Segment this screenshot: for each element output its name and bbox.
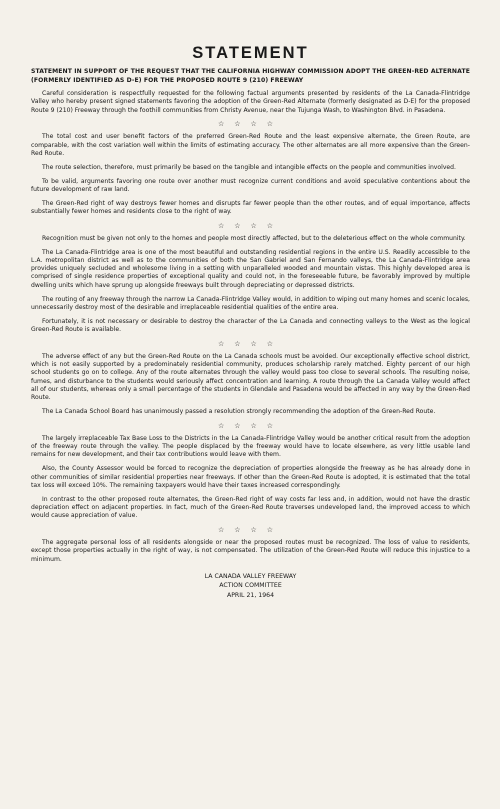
paragraph-tax-base: The largely irreplaceable Tax Base Loss to the Districts in the La Canada-Flintridge Valley would be another critical result from the adoption of the freeway route through the valley. The people displaced by the freeway would have to locate elsewhere, as very little usable land remains for new development, and their tax contributions would leave with them. — [31, 434, 470, 459]
star-icon: ☆ — [250, 221, 267, 230]
star-icon: ☆ — [266, 525, 284, 534]
paragraph-school-board: The La Canada School Board has unanimously passed a resolution strongly recommending the adoption of the Green-Red Route. — [42, 408, 436, 416]
star-icon: ☆ — [266, 339, 284, 348]
paragraph-route-selection: The route selection, therefore, must primarily be based on the tangible and intangible effects on the people and communities involved. — [42, 163, 456, 171]
paragraph-assessor: Also, the County Assessor would be forced to recognize the depreciation of properties alongside the freeway as he has already done in other communities of similar residential properties near freeways. If other than the Green-Red Route is adopted, it is estimated that the total tax loss will exceed 10%. The remaining taxpayers would have their taxes increased correspondingly. — [31, 465, 470, 489]
paragraph-validity: To be valid, arguments favoring one route over another must recognize current conditions and avoid speculative contentions about the future development of raw land. — [31, 177, 470, 193]
star-icon: ☆ — [266, 421, 284, 430]
paragraph-aggregate: The aggregate personal loss of all residents alongside or near the proposed routes must be recognized. The loss of value to residents, except those properties actually in the right of way, is not compensated. The utilization of the Green-Red Route will reduce this injustice to a minimum. — [31, 538, 470, 563]
star-icon: ☆ — [234, 339, 251, 348]
star-icon: ☆ — [217, 339, 235, 348]
star-icon: ☆ — [250, 421, 267, 430]
paragraph-fortunately: Fortunately, it is not necessary or desirable to destroy the character of the La Canada and connecting valleys to the West as the logical Green-Red Route is available. — [31, 317, 470, 333]
star-icon: ☆ — [217, 120, 235, 129]
signature-committee: ACTION COMMITTEE — [219, 582, 282, 590]
document-subtitle: STATEMENT IN SUPPORT OF THE REQUEST THAT THE CALIFORNIA HIGHWAY COMMISSION ADOPT THE GREEN-RED ALTERNATE (FORMERLY IDENTIFIED AS D-E) FOR THE PROPOSED ROUTE 9 (210) FREEWAY — [31, 68, 470, 84]
star-icon: ☆ — [250, 339, 267, 348]
star-icon: ☆ — [234, 120, 251, 129]
signature-block — [31, 572, 470, 601]
paragraph-routing: The routing of any freeway through the narrow La Canada-Flintridge Valley would, in addition to wiping out many homes and scenic locales, unnecessarily destroy most of the desirable and irreplaceable residential qualities of the entire area. — [31, 295, 470, 311]
star-divider-2 — [31, 222, 470, 230]
paragraph-schools: The adverse effect of any but the Green-Red Route on the La Canada schools must be avoided. Our exceptionally effective school district, which is not easily supported by a predominately residential community, produces scholarship rarely matched. Eighty percent of our high school students go on to college. Any of the route alternates through the valley would pass too close to several schools. The resulting noise, fumes, and disturbance to the students would seriously affect concentration and learning. A route through the La Canada Valley would affect all of our students, whereas only a small percentage of the students in Glendale and Pasadena would be affected in any way by the Green-Red Route. — [31, 352, 470, 402]
star-icon: ☆ — [266, 221, 284, 230]
paragraph-right-of-way: The Green-Red right of way destroys fewer homes and disrupts far fewer people than the other routes, and of equal importance, affects substantially fewer homes and residents close to the right of way. — [31, 199, 470, 215]
star-icon: ☆ — [266, 120, 284, 129]
star-icon: ☆ — [217, 421, 235, 430]
star-icon: ☆ — [234, 525, 251, 534]
star-divider-3 — [31, 340, 470, 348]
star-icon: ☆ — [217, 221, 235, 230]
star-divider-1 — [31, 120, 470, 128]
signature-organization: LA CANADA VALLEY FREEWAY — [204, 572, 297, 580]
star-icon: ☆ — [217, 525, 235, 534]
star-icon: ☆ — [250, 120, 267, 129]
paragraph-area: The La Canada-Flintridge area is one of the most beautiful and outstanding residential regions in the entire U.S. Readily accessible to the L.A. metropolitan district as well as to the communities of both the San Gabriel and San Fernando valleys, the La Canada-Flintridge area provides uniquely secluded and wholesome living in a setting with unparalleled wooded and mountain vistas. This highly developed area is comprised of single residence properties of exceptional quality and could not, in the foreseeable future, be favorably improved by multiple dwelling units which have sprung up alongside freeways built through depreciating or depressed districts. — [31, 248, 470, 289]
star-icon: ☆ — [234, 221, 251, 230]
paragraph-intro: Careful consideration is respectfully requested for the following factual arguments presented by residents of the La Canada-Flintridge Valley who hereby present signed statements favoring the adoption of the Green-Red Alternate (formerly designated as D-E) for the proposed Route 9 (210) Freeway through the foothill communities from Christy Avenue, near the Tujunga Wash, to Washington Blvd. in Pasadena. — [31, 90, 470, 114]
paragraph-contrast: In contrast to the other proposed route alternates, the Green-Red right of way costs far less and, in addition, would not have the drastic depreciation effect on adjacent properties. In fact, much of the Green-Red Route traverses undeveloped land, the improved access to which would cause appreciation of value. — [31, 495, 470, 520]
star-divider-5 — [31, 526, 470, 534]
star-divider-4 — [31, 422, 470, 430]
paragraph-recognition: Recognition must be given not only to the homes and people most directly affected, but to the deleterious effect on the whole community. — [42, 234, 466, 242]
star-icon: ☆ — [234, 421, 251, 430]
signature-date: APRIL 21, 1964 — [226, 591, 275, 599]
paragraph-cost: The total cost and user benefit factors of the preferred Green-Red Route and the least expensive alternate, the Green Route, are comparable, with the cost variation well within the limits of estimating accuracy. The other alternates are all more expensive than the Green-Red Route. — [31, 133, 470, 157]
document-title: STATEMENT — [192, 44, 309, 62]
star-icon: ☆ — [250, 525, 267, 534]
